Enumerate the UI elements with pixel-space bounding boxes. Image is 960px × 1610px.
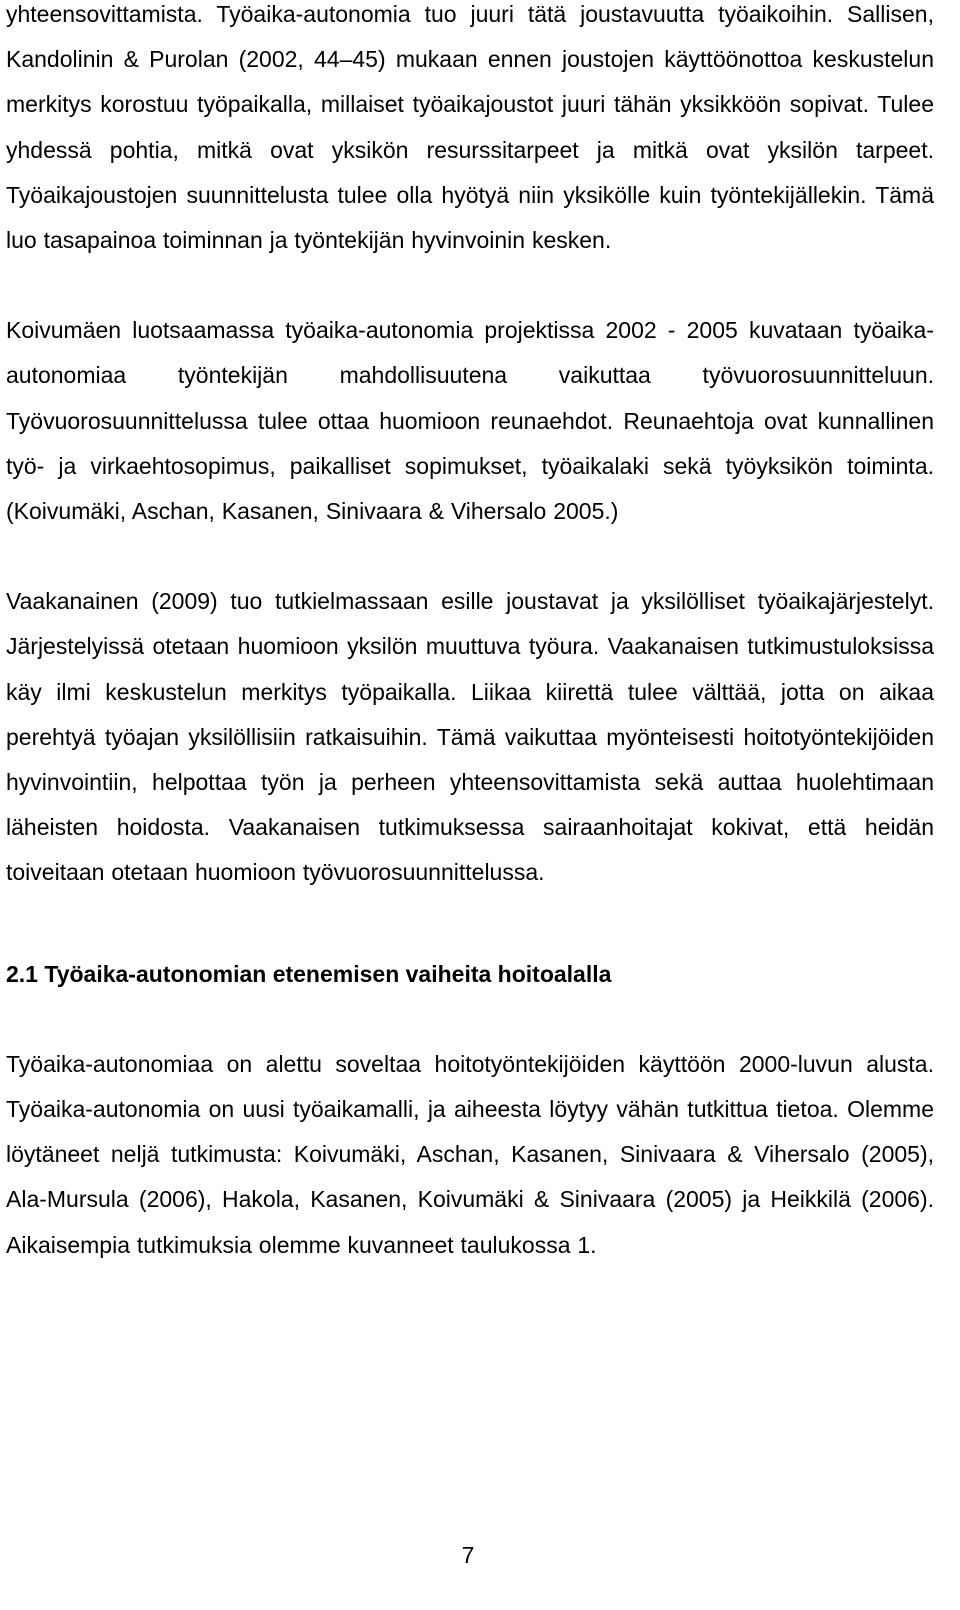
section-heading: 2.1 Työaika-autonomian etenemisen vaiheita hoitoalalla <box>6 960 612 987</box>
page-number: 7 <box>461 1542 475 1568</box>
paragraph-work-time-flexibility: yhteensovittamista. Työaika-autonomia tuo juuri tätä joustavuutta työaikoihin. Sallisen, Kandolinin & Purolan (2002, 44–45) mukaan ennen joustojen käyttöönottoa keskustelun merkitys korostuu työpaikalla, millaiset työaikajoustot juuri tähän yksikköön sopivat. Tulee yhdessä pohtia, mitkä ovat yksikön resurssitarpeet ja mitkä ovat yksilön tarpeet. Työaikajoustojen suunnittelusta tulee olla hyötyä niin yksikölle kuin työntekijällekin. Tämä luo tasapainoa toiminnan ja työntekijän hyvinvoinin kesken. <box>6 1 934 254</box>
paragraph-vaakanainen-study: Vaakanainen (2009) tuo tutkielmassaan esille joustavat ja yksilölliset työaikajärjestelyt. Järjestelyissä otetaan huomioon yksilön muuttuva työura. Vaakanaisen tutkimustuloksissa käy ilmi keskustelun merkitys työpaikalla. Liikaa kiirettä tulee välttää, jotta on aikaa perehtyä työajan yksilöllisiin ratkaisuihin. Tämä vaikuttaa myönteisesti hoitotyöntekijöiden hyvinvointiin, helpottaa työn ja perheen yhteensovittamista sekä auttaa huolehtimaan läheisten hoidosta. Vaakanaisen tutkimuksessa sairaanhoitajat kokivat, että heidän toiveitaan otetaan huomioon työvuorosuunnittelussa. <box>6 588 934 886</box>
document-page <box>6 0 934 1268</box>
section-paragraph: Työaika-autonomiaa on alettu soveltaa hoitotyöntekijöiden käyttöön 2000-luvun alusta. Työaika-autonomia on uusi työaikamalli, ja aiheesta löytyy vähän tutkittua tietoa. Olemme löytäneet neljä tutkimusta: Koivumäki, Aschan, Kasanen, Sinivaara & Vihersalo (2005), Ala-Mursula (2006), Hakola, Kasanen, Koivumäki & Sinivaara (2005) ja Heikkilä (2006). Aikaisempia tutkimuksia olemme kuvanneet taulukossa 1. <box>6 1050 934 1258</box>
paragraph-koivumaki-project: Koivumäen luotsaamassa työaika-autonomia projektissa 2002 - 2005 kuvataan työaika-autonomiaa työntekijän mahdollisuutena vaikuttaa työvuorosuunnitteluun. Työvuorosuunnittelussa tulee ottaa huomioon reunaehdot. Reunaehtoja ovat kunnallinen työ- ja virkaehtosopimus, paikalliset sopimukset, työaikalaki sekä työyksikön toiminta. (Koivumäki, Aschan, Kasanen, Sinivaara & Vihersalo 2005.) <box>6 317 934 525</box>
